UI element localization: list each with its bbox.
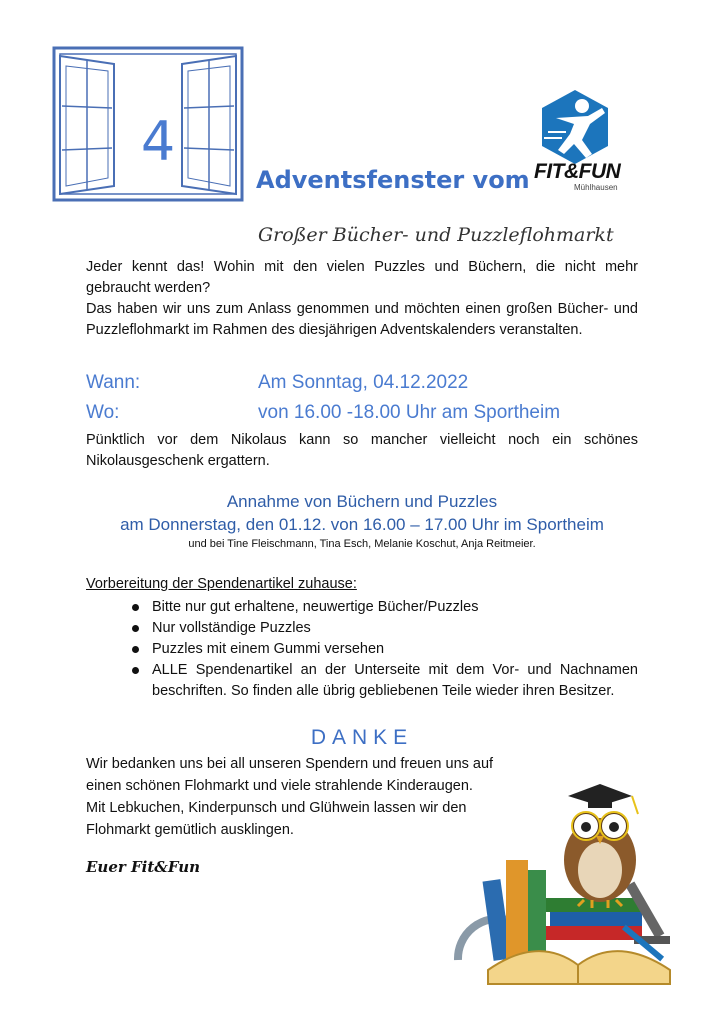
thanks-line: Wir bedanken uns bei all unseren Spendern und freuen uns auf bbox=[86, 756, 494, 772]
page-title: Adventsfenster vom bbox=[256, 166, 530, 194]
when-row bbox=[0, 372, 724, 398]
list-item: ALLE Spendenartikel an der Unterseite mit dem Vor- und Nachnamen beschriften. So finden alle übrig gebliebenen Teile wieder ihren Besitzer. bbox=[130, 660, 638, 702]
thanks-line: Mit Lebkuchen, Kinderpunsch und Glühwein lassen wir den bbox=[86, 800, 467, 816]
where-row bbox=[0, 402, 724, 428]
where-value: von 16.00 -18.00 Uhr am Sportheim bbox=[258, 402, 561, 423]
list-item: Bitte nur gut erhaltene, neuwertige Bücher/Puzzles bbox=[130, 597, 638, 618]
annahme-contacts: und bei Tine Fleischmann, Tina Esch, Melanie Koschut, Anja Reitmeier. bbox=[188, 538, 536, 550]
where-label: Wo: bbox=[86, 402, 120, 423]
logo-subtitle: Mühlhausen bbox=[574, 183, 618, 192]
owl-books-illustration bbox=[448, 770, 688, 990]
when-value: Am Sonntag, 04.12.2022 bbox=[258, 372, 469, 393]
logo-wordmark: FIT&FUN bbox=[534, 160, 621, 183]
event-subtitle: Großer Bücher- und Puzzleflohmarkt bbox=[258, 224, 614, 246]
signature: Euer Fit&Fun bbox=[86, 858, 201, 876]
nikolaus-text: Pünktlich vor dem Nikolaus kann so mancher vielleicht noch ein schönes Nikolausgeschenk ergattern. bbox=[86, 432, 638, 469]
intro-paragraph: Jeder kennt das! Wohin mit den vielen Puzzles und Büchern, die nicht mehr gebraucht werden? bbox=[86, 259, 638, 296]
preparation-list bbox=[130, 597, 638, 702]
preparation-title: Vorbereitung der Spendenartikel zuhause: bbox=[86, 576, 357, 592]
list-item: Puzzles mit einem Gummi versehen bbox=[130, 639, 638, 660]
annahme-heading: Annahme von Büchern und Puzzles bbox=[226, 492, 498, 511]
intro-paragraph: Das haben wir uns zum Anlass genommen und möchten einen großen Bücher- und Puzzleflohmarkt im Rahmen des diesjährigen Adventskalenders veranstalten. bbox=[86, 301, 638, 338]
window-number: 4 bbox=[140, 110, 176, 173]
danke-heading: DANKE bbox=[310, 726, 414, 749]
when-label: Wann: bbox=[86, 372, 141, 393]
thanks-line: einen schönen Flohmarkt und viele strahlende Kinderaugen. bbox=[86, 778, 473, 794]
list-item: Nur vollständige Puzzles bbox=[130, 618, 638, 639]
thanks-line: Flohmarkt gemütlich ausklingen. bbox=[86, 822, 294, 838]
annahme-date: am Donnerstag, den 01.12. von 16.00 – 17.00 Uhr im Sportheim bbox=[120, 515, 604, 534]
intro-text bbox=[86, 257, 638, 341]
